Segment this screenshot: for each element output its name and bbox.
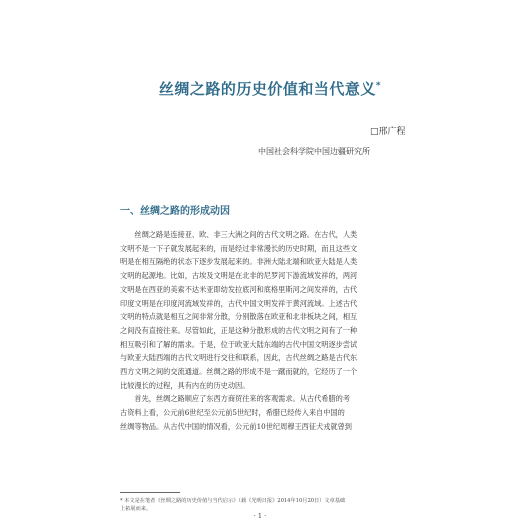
body-line: 首先，丝绸之路顺应了东西方商贸往来的客观需求。从古代希腊的考 xyxy=(120,394,351,404)
body-line: 明是在相互隔绝的状态下逐步发展起来的。非洲大陆北端和欧亚大陆是人类 xyxy=(120,257,358,267)
article-title-text: 丝绸之路的历史价值和当代意义 xyxy=(158,80,376,98)
page-number: · 1 · xyxy=(253,512,267,520)
footnote-line: * 本文是在笔者《丝绸之路的历史价值与当代启示》（载《光明日报》2014年10月20日）文章基础 xyxy=(120,498,346,504)
body-line: 文明的特点就是相互之间非常分散，分别散落在欧亚和北非板块之间，相互 xyxy=(120,312,358,322)
body-line: 文明不是一下子就发展起来的，而是经过非常漫长的历史时期，而且这些文 xyxy=(120,243,358,253)
body-line: 与欧亚大陆西端的古代文明进行交往和联系，因此，古代丝绸之路是古代东 xyxy=(120,353,358,363)
body-line: 丝绸之路是连接亚、欧、非三大洲之间的古代文明之路。在古代，人类 xyxy=(120,230,358,239)
author-affiliation: 中国社会科学院中国边疆研究所 xyxy=(258,147,370,156)
body-line: 文明是在西亚的美索不达米亚即幼发拉底河和底格里斯河之间发祥的，古代 xyxy=(120,284,358,294)
body-text xyxy=(120,228,402,434)
body-line: 西方文明之间的交流通道。丝绸之路的形成不是一蹴而就的，它经历了一个 xyxy=(120,367,358,377)
body-line: 比较漫长的过程，具有内在的历史动因。 xyxy=(120,380,250,390)
body-line: 古资料上看，公元前6世纪至公元前5世纪时，希腊已经传入来自中国的 xyxy=(120,408,345,418)
article-title xyxy=(100,78,440,99)
body-line: 丝绸等物品。从古代中国的情况看，公元前10世纪周穆王西征犬戎就曾到 xyxy=(120,421,352,431)
footnote-line: 上拓展而来。 xyxy=(120,506,152,512)
body-line: 相互吸引和了解的需求。于是，位于欧亚大陆东端的古代中国文明逐步尝试 xyxy=(120,339,358,349)
body-line: 之间没有直接往来。尽管如此，正是这种分散形成的古代文明之间有了一种 xyxy=(120,325,358,335)
author-name: □邢广程 xyxy=(370,127,406,137)
title-footnote-mark: * xyxy=(375,81,382,91)
body-line: 印度文明是在印度河流域发祥的，古代中国文明发祥于黄河流域。上述古代 xyxy=(120,298,358,308)
footnote xyxy=(120,497,410,513)
body-line: 文明的起源地。比如，古埃及文明是在北非的尼罗河下游流域发祥的，两河 xyxy=(120,271,358,281)
section-heading: 一、丝绸之路的形成动因 xyxy=(120,206,230,217)
footnote-divider xyxy=(120,492,180,493)
